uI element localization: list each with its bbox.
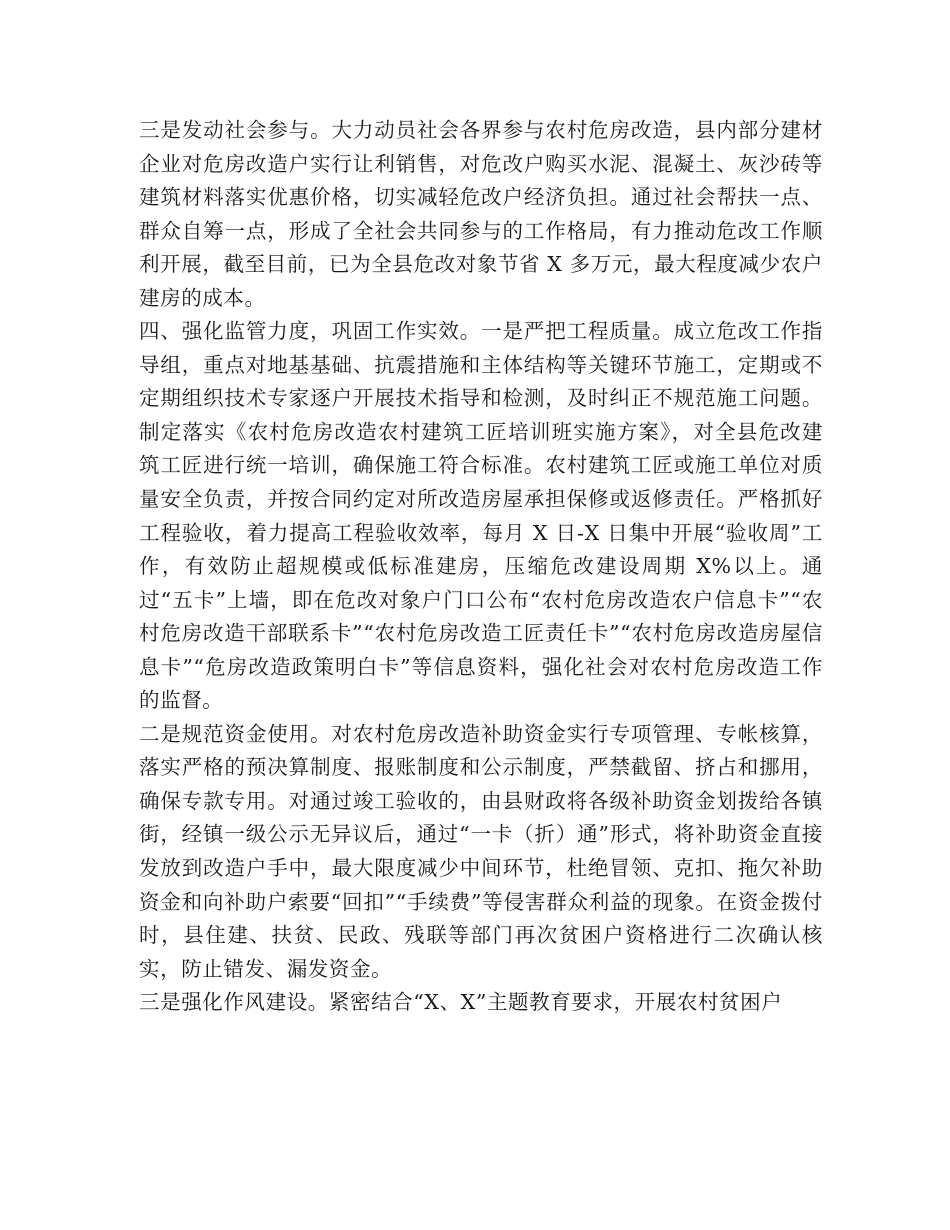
paragraph-social-participation: 三是发动社会参与。大力动员社会各界参与农村危房改造，县内部分建材企业对危房改造户实行让利销售，对危改户购买水泥、混凝土、灰沙砖等建筑材料落实优惠价格，切实减轻危改户经济负担。通过社会帮扶一点、群众自筹一点，形成了全社会共同参与的工作格局，有力推动危改工作顺利开展，截至目前，已为全县危改对象节省 X 多万元，最大程度减少农户建房的成本。	[139, 118, 823, 310]
document-body	[139, 114, 823, 1020]
paragraph-strengthen-supervision: 四、强化监管力度，巩固工作实效。一是严把工程质量。成立危改工作指导组，重点对地基基础、抗震措施和主体结构等关键环节施工，定期或不定期组织技术专家逐户开展技术指导和检测，及时纠正不规范施工问题。制定落实《农村危房改造农村建筑工匠培训班实施方案》，对全县危改建筑工匠进行统一培训，确保施工符合标准。农村建筑工匠或施工单位对质量安全负责，并按合同约定对所改造房屋承担保修或返修责任。严格抓好工程验收，着力提高工程验收效率，每月 X 日-X 日集中开展“验收周”工作，有效防止超规模或低标准建房，压缩危改建设周期 X%以上。通过“五卡”上墙，即在危改对象户门口公布“农村危房改造农户信息卡”“农村危房改造干部联系卡”“农村危房改造工匠责任卡”“农村危房改造房屋信息卡”“危房改造政策明白卡”等信息资料，强化社会对农村危房改造工作的监督。	[139, 319, 823, 713]
paragraph-fund-usage: 二是规范资金使用。对农村危房改造补助资金实行专项管理、专帐核算，落实严格的预决算制度、报账制度和公示制度，严禁截留、挤占和挪用，确保专款专用。对通过竣工验收的，由县财政将各级补助资金划拨给各镇街，经镇一级公示无异议后，通过“一卡（折）通”形式，将补助资金直接发放到改造户手中，最大限度减少中间环节，杜绝冒领、克扣、拖欠补助资金和向补助户索要“回扣”“手续费”等侵害群众利益的现象。在资金拨付时，县住建、扶贫、民政、残联等部门再次贫困户资格进行二次确认核实，防止错发、漏发资金。	[139, 721, 823, 981]
paragraph-work-style: 三是强化作风建设。紧密结合“X、X”主题教育要求，开展农村贫困户	[139, 990, 783, 1015]
